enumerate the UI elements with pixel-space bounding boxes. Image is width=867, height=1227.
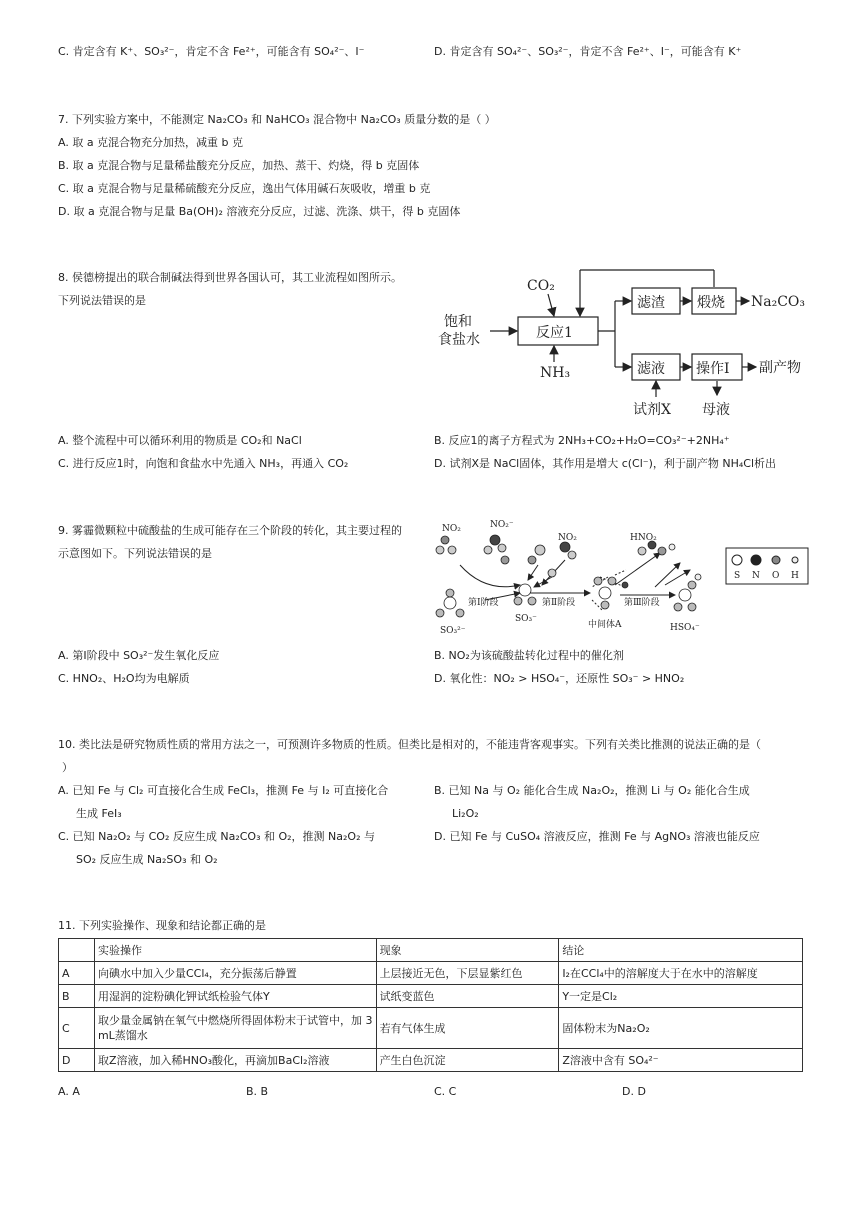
table-cell: 上层接近无色，下层显紫红色 [376, 962, 559, 985]
q10-stem-end: ） [62, 761, 73, 774]
header-cell: 实验操作 [94, 939, 376, 962]
co2-label: CO₂ [527, 278, 555, 294]
table-cell: Z溶液中含有 SO₄²⁻ [559, 1049, 803, 1072]
q10-option-b-cont: Li₂O₂ [452, 807, 479, 820]
q9-mechanism-diagram [430, 515, 815, 640]
row-label: D [59, 1049, 95, 1072]
q7-option-c: C. 取 a 克混合物与足量稀硫酸充分反应，逸出气体用碱石灰吸收，增重 b 克 [58, 182, 431, 195]
nh3-label: NH₃ [540, 365, 571, 381]
no2-label-c: NO₂ [558, 533, 577, 543]
q8-option-a: A. 整个流程中可以循环利用的物质是 CO₂和 NaCl [58, 434, 302, 447]
no2-label-b: NO₂⁻ [490, 520, 514, 530]
q9-option-d: D. 氧化性：NO₂ > HSO₄⁻，还原性 SO₃⁻ > HNO₂ [434, 672, 685, 685]
q11-option-b: B. B [246, 1085, 269, 1098]
na2co3-label: Na₂CO₃ [751, 294, 806, 310]
q8-option-d: D. 试剂X是 NaCl固体，其作用是增大 c(Cl⁻)，利于副产物 NH₄Cl析出 [434, 457, 777, 470]
q10-option-c-cont: SO₂ 反应生成 Na₂SO₃ 和 O₂ [76, 853, 218, 866]
reagent-x-label: 试剂X [633, 402, 671, 418]
table-cell: 向碘水中加入少量CCl₄，充分振荡后静置 [94, 962, 376, 985]
so3-2-label: SO₃²⁻ [440, 626, 466, 636]
stage1-label: 第Ⅰ阶段 [468, 598, 499, 608]
stage2-label: 第Ⅱ阶段 [542, 598, 576, 608]
table-cell: 固体粉末为Na₂O₂ [559, 1008, 803, 1049]
q7-option-d: D. 取 a 克混合物与足量 Ba(OH)₂ 溶液充分反应，过滤、洗涤、烘干，得 b 克固体 [58, 205, 461, 218]
table-cell: Y一定是Cl₂ [559, 985, 803, 1008]
table-row [59, 985, 803, 1008]
q8-option-b: B. 反应1的离子方程式为 2NH₃+CO₂+H₂O=CO₃²⁻+2NH₄⁺ [434, 434, 730, 447]
q9-option-c: C. HNO₂、H₂O均为电解质 [58, 672, 190, 685]
table-cell: 取Z溶液，加入稀HNO₃酸化，再滴加BaCl₂溶液 [94, 1049, 376, 1072]
table-header-row [59, 939, 803, 962]
header-cell: 现象 [376, 939, 559, 962]
q9-option-a: A. 第Ⅰ阶段中 SO₃²⁻发生氧化反应 [58, 649, 220, 662]
q10-option-a: A. 已知 Fe 与 Cl₂ 可直接化合生成 FeCl₃，推测 Fe 与 I₂ 可直接化合 [58, 784, 389, 797]
q11-option-c: C. C [434, 1085, 457, 1098]
stage3-label: 第Ⅲ阶段 [624, 598, 660, 608]
brine-label-1: 饱和 [444, 314, 472, 330]
q8-stem-line2: 下列说法错误的是 [58, 294, 146, 307]
row-label: A [59, 962, 95, 985]
q7-stem: 7. 下列实验方案中，不能测定 Na₂CO₃ 和 NaHCO₃ 混合物中 Na₂CO₃ 质量分数的是（ ） [58, 113, 496, 126]
brine-label-2: 食盐水 [438, 332, 480, 348]
mother-liquor-label: 母液 [702, 402, 730, 418]
intermediate-a-label: 中间体A [588, 620, 622, 630]
hno2-label: HNO₂ [630, 533, 657, 543]
filtrate-box: 滤液 [637, 361, 665, 377]
atom-legend [726, 548, 808, 584]
table-row [59, 962, 803, 985]
q11-table [58, 938, 803, 1072]
row-label: C [59, 1008, 95, 1049]
q11-stem: 11. 下列实验操作、现象和结论都正确的是 [58, 919, 266, 932]
row-label: B [59, 985, 95, 1008]
q11-option-a: A. A [58, 1085, 80, 1098]
q10-option-c: C. 已知 Na₂O₂ 与 CO₂ 反应生成 Na₂CO₃ 和 O₂，推测 Na₂O₂ 与 [58, 830, 375, 843]
legend-n: N [752, 571, 760, 581]
legend-s: S [734, 571, 741, 581]
reaction1-box: 反应1 [536, 325, 573, 341]
calcine-box: 煅烧 [697, 295, 725, 311]
legend-h: H [791, 571, 799, 581]
q7-option-b: B. 取 a 克混合物与足量稀盐酸充分反应，加热、蒸干、灼烧，得 b 克固体 [58, 159, 420, 172]
header-cell [59, 939, 95, 962]
q9-stem-line2: 示意图如下。下列说法错误的是 [58, 547, 212, 560]
header-cell: 结论 [559, 939, 803, 962]
q7-option-a: A. 取 a 克混合物充分加热，减重 b 克 [58, 136, 244, 149]
no2-label-a: NO₂ [442, 524, 461, 534]
q10-option-d: D. 已知 Fe 与 CuSO₄ 溶液反应，推测 Fe 与 AgNO₃ 溶液也能反应 [434, 830, 760, 843]
so3-label: SO₃⁻ [515, 614, 537, 624]
table-cell: 试纸变蓝色 [376, 985, 559, 1008]
q8-option-c: C. 进行反应1时，向饱和食盐水中先通入 NH₃，再通入 CO₂ [58, 457, 349, 470]
q9-stem: 9. 雾霾微颗粒中硫酸盐的生成可能存在三个阶段的转化，其主要过程的 [58, 524, 402, 537]
table-cell: I₂在CCl₄中的溶解度大于在水中的溶解度 [559, 962, 803, 985]
table-cell: 产生白色沉淀 [376, 1049, 559, 1072]
residue-box: 滤渣 [637, 295, 665, 311]
table-cell: 用湿润的淀粉碘化钾试纸检验气体Y [94, 985, 376, 1008]
q8-flow-diagram [430, 262, 825, 422]
table-row [59, 1049, 803, 1072]
legend-o: O [772, 571, 780, 581]
q10-stem: 10. 类比法是研究物质性质的常用方法之一，可预测许多物质的性质。但类比是相对的，不能违背客观事实。下列有关类比推测的说法正确的是（ [58, 738, 761, 751]
table-cell: 取少量金属钠在氧气中燃烧所得固体粉末于试管中，加 3 mL蒸馏水 [94, 1008, 376, 1049]
q6-option-c: C. 肯定含有 K⁺、SO₃²⁻，肯定不含 Fe²⁺，可能含有 SO₄²⁻、I⁻ [58, 45, 365, 58]
q10-option-a-cont: 生成 FeI₃ [76, 807, 122, 820]
q8-stem: 8. 侯德榜提出的联合制碱法得到世界各国认可，其工业流程如图所示。 [58, 271, 402, 284]
q11-option-d: D. D [622, 1085, 646, 1098]
byproduct-label: 副产物 [759, 360, 801, 376]
operation-box: 操作Ⅰ [696, 361, 730, 377]
q6-option-d: D. 肯定含有 SO₄²⁻、SO₃²⁻，肯定不含 Fe²⁺、I⁻，可能含有 K⁺ [434, 45, 742, 58]
table-cell: 若有气体生成 [376, 1008, 559, 1049]
table-row [59, 1008, 803, 1049]
q10-option-b: B. 已知 Na 与 O₂ 能化合生成 Na₂O₂，推测 Li 与 O₂ 能化合生成 [434, 784, 750, 797]
q9-option-b: B. NO₂为该硫酸盐转化过程中的催化剂 [434, 649, 624, 662]
hso4-label: HSO₄⁻ [670, 623, 700, 633]
